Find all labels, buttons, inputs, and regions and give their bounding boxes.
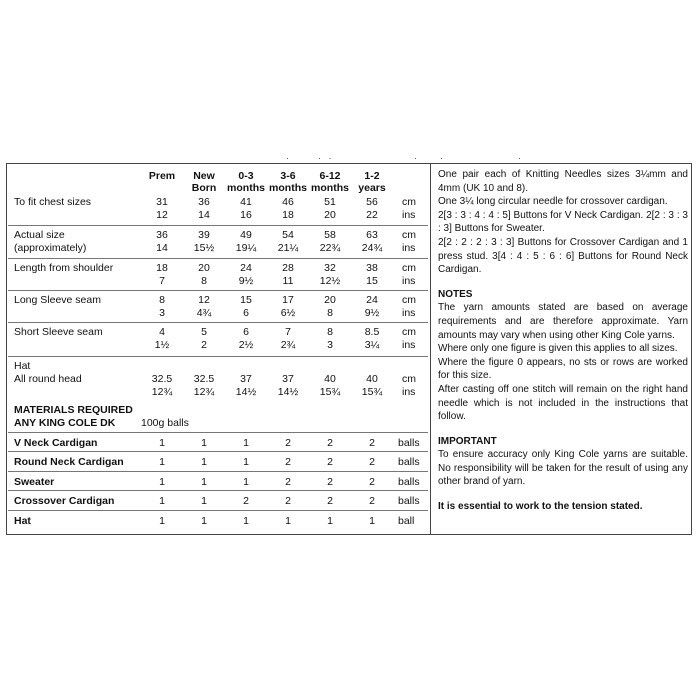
cm-value: 58 <box>324 229 336 241</box>
row-label-sub: All round head <box>14 373 82 385</box>
ins-value: 22¾ <box>319 242 341 254</box>
ball-count: 1 <box>201 495 207 507</box>
ball-count: 1 <box>243 437 249 449</box>
ins-value: 20 <box>324 209 336 221</box>
cm-value: 54 <box>282 229 294 241</box>
row-divider <box>8 490 428 491</box>
row-label: To fit chest sizes <box>14 196 92 208</box>
materials-heading: MATERIALS REQUIRED <box>14 404 133 416</box>
cm-value: 56 <box>366 196 378 208</box>
important-heading: IMPORTANT <box>438 435 497 447</box>
material-label: Crossover Cardigan <box>14 495 115 507</box>
yarn-weight: 100g balls <box>141 417 189 429</box>
row-label-sub: (approximately) <box>14 242 87 254</box>
ball-count: 2 <box>327 456 333 468</box>
ins-value: 3 <box>327 339 333 351</box>
cm-value: 24 <box>366 294 378 306</box>
ins-value: 21¼ <box>277 242 299 254</box>
ins-value: 3 <box>159 307 165 319</box>
ins-value: 22 <box>366 209 378 221</box>
size-header: New <box>193 170 215 182</box>
ball-unit: balls <box>398 495 420 507</box>
ins-value: 2¾ <box>280 339 296 351</box>
ball-count: 2 <box>327 476 333 488</box>
cm-value: 36 <box>156 229 168 241</box>
size-header: 6-12 <box>319 170 341 182</box>
material-label: Sweater <box>14 476 55 488</box>
circular-needle-text: One 3¼ long circular needle for crossover cardigan. <box>438 196 668 208</box>
ins-value: 8 <box>201 275 207 287</box>
ball-count: 2 <box>369 476 375 488</box>
ins-value: 11 <box>282 275 294 287</box>
tension-note: It is essential to work to the tension stated. <box>438 501 643 513</box>
cm-value: 37 <box>240 373 252 385</box>
cm-value: 46 <box>282 196 294 208</box>
ball-count: 2 <box>285 495 291 507</box>
row-divider <box>8 451 428 452</box>
ball-count: 1 <box>243 476 249 488</box>
ins-value: 12 <box>156 209 168 221</box>
unit-ins: ins <box>402 242 416 254</box>
stray-mark: · <box>518 153 521 163</box>
size-header-sub: years <box>358 182 386 194</box>
ball-count: 1 <box>369 515 375 527</box>
unit-cm: cm <box>402 262 416 274</box>
important-text: To ensure accuracy only King Cole yarns are suitable. No responsibility will be taken for the result of using any other brand of yarn. <box>438 449 688 488</box>
row-divider <box>8 225 428 226</box>
material-label: V Neck Cardigan <box>14 437 98 449</box>
cm-value: 63 <box>366 229 378 241</box>
ball-count: 2 <box>369 456 375 468</box>
row-divider <box>8 356 428 357</box>
ins-value: 12¾ <box>151 386 173 398</box>
ball-count: 1 <box>201 456 207 468</box>
unit-cm: cm <box>402 229 416 241</box>
cm-value: 28 <box>282 262 294 274</box>
ins-value: 24¾ <box>361 242 383 254</box>
ins-value: 15 <box>366 275 378 287</box>
cm-value: 17 <box>282 294 294 306</box>
row-divider <box>8 322 428 323</box>
cm-value: 51 <box>324 196 336 208</box>
ins-value: 15¾ <box>361 386 383 398</box>
cm-value: 8 <box>327 326 333 338</box>
ins-value: 12¾ <box>193 386 215 398</box>
unit-cm: cm <box>402 373 416 385</box>
cm-value: 8.5 <box>364 326 380 338</box>
ins-value: 4¾ <box>196 307 212 319</box>
ball-count: 1 <box>285 515 291 527</box>
column-divider <box>430 163 431 535</box>
ball-count: 2 <box>285 456 291 468</box>
cm-value: 40 <box>366 373 378 385</box>
ball-unit: balls <box>398 437 420 449</box>
size-header-sub: months <box>227 182 265 194</box>
ball-count: 1 <box>201 515 207 527</box>
needles-text: One pair each of Knitting Needles sizes 3¼mm and 4mm (UK 10 and 8). <box>438 169 688 194</box>
row-label: Actual size <box>14 229 65 241</box>
row-label: Long Sleeve seam <box>14 294 101 306</box>
cm-value: 20 <box>324 294 336 306</box>
cm-value: 20 <box>198 262 210 274</box>
ins-value: 14 <box>156 242 168 254</box>
size-header-sub: Born <box>191 182 217 194</box>
ins-value: 14 <box>198 209 210 221</box>
ball-count: 2 <box>285 476 291 488</box>
ins-value: 6½ <box>280 307 296 319</box>
ins-value: 15½ <box>193 242 215 254</box>
ball-unit: balls <box>398 456 420 468</box>
ball-count: 2 <box>369 495 375 507</box>
unit-ins: ins <box>402 339 416 351</box>
cm-value: 12 <box>198 294 210 306</box>
ins-value: 6 <box>243 307 249 319</box>
cm-value: 49 <box>240 229 252 241</box>
cm-value: 37 <box>282 373 294 385</box>
ins-value: 19¼ <box>235 242 257 254</box>
unit-ins: ins <box>402 307 416 319</box>
unit-ins: ins <box>402 209 416 221</box>
ins-value: 9½ <box>364 307 380 319</box>
size-header: 0-3 <box>238 170 254 182</box>
ball-count: 2 <box>243 495 249 507</box>
buttons-text-1: 2[3 : 3 : 4 : 4 : 5] Buttons for V Neck Cardigan. 2[2 : 3 : 3 : 3] Buttons for Sweater. <box>438 209 688 235</box>
cm-value: 41 <box>240 196 252 208</box>
cm-value: 18 <box>156 262 168 274</box>
notes-text-4: After casting off one stitch will remain on the right hand needle which is not included in the instructions that follow. <box>438 383 688 423</box>
cm-value: 39 <box>198 229 210 241</box>
cm-value: 15 <box>240 294 252 306</box>
ball-unit: ball <box>398 515 415 527</box>
ins-value: 3¼ <box>364 339 380 351</box>
unit-cm: cm <box>402 196 416 208</box>
ins-value: 7 <box>159 275 165 287</box>
cm-value: 31 <box>156 196 168 208</box>
ball-count: 1 <box>243 456 249 468</box>
ball-count: 2 <box>327 495 333 507</box>
row-label: Short Sleeve seam <box>14 326 103 338</box>
size-header: 3-6 <box>280 170 296 182</box>
material-label: Hat <box>14 515 31 527</box>
buttons-text-2: 2[2 : 2 : 2 : 3 : 3] Buttons for Crossover Cardigan and 1 press stud. 3[4 : 4 : 5 : 6 : 6] Buttons for Round Neck Cardigan. <box>438 236 688 276</box>
ball-count: 1 <box>159 456 165 468</box>
ins-value: 1½ <box>154 339 170 351</box>
ins-value: 18 <box>282 209 294 221</box>
unit-ins: ins <box>402 386 416 398</box>
size-header-sub: months <box>269 182 307 194</box>
ball-count: 1 <box>159 515 165 527</box>
yarn-heading: ANY KING COLE DK <box>14 417 116 429</box>
stray-mark: · <box>414 153 417 163</box>
unit-cm: cm <box>402 326 416 338</box>
size-header-sub: months <box>311 182 349 194</box>
ball-count: 2 <box>369 437 375 449</box>
right-column <box>438 168 688 514</box>
ball-count: 1 <box>159 495 165 507</box>
ins-value: 16 <box>240 209 252 221</box>
ball-count: 1 <box>159 437 165 449</box>
cm-value: 32.5 <box>151 373 173 385</box>
cm-value: 4 <box>159 326 165 338</box>
ins-value: 2 <box>201 339 207 351</box>
cm-value: 5 <box>201 326 207 338</box>
ball-count: 2 <box>327 437 333 449</box>
ins-value: 14½ <box>235 386 257 398</box>
unit-cm: cm <box>402 294 416 306</box>
row-divider <box>8 510 428 511</box>
cm-value: 38 <box>366 262 378 274</box>
ball-count: 1 <box>327 515 333 527</box>
cm-value: 36 <box>198 196 210 208</box>
ball-count: 2 <box>285 437 291 449</box>
cm-value: 6 <box>243 326 249 338</box>
ins-value: 8 <box>327 307 333 319</box>
cm-value: 32 <box>324 262 336 274</box>
ins-value: 9½ <box>238 275 254 287</box>
notes-text-1: The yarn amounts stated are based on average requirements and are therefore approximate. Yarn amounts may vary when using other King Cole yarns. <box>438 302 688 341</box>
row-divider <box>8 258 428 259</box>
row-label: Hat <box>14 360 31 372</box>
stray-mark: · <box>440 153 443 163</box>
cm-value: 32.5 <box>193 373 215 385</box>
row-label: Length from shoulder <box>14 262 114 274</box>
cm-value: 7 <box>285 326 291 338</box>
cm-value: 8 <box>159 294 165 306</box>
stray-mark: · <box>286 153 289 163</box>
stray-mark: · · <box>318 153 332 163</box>
row-divider <box>8 432 428 433</box>
ball-count: 1 <box>201 476 207 488</box>
ball-count: 1 <box>159 476 165 488</box>
ins-value: 15¾ <box>319 386 341 398</box>
cm-value: 24 <box>240 262 252 274</box>
row-divider <box>8 290 428 291</box>
ball-unit: balls <box>398 476 420 488</box>
size-header: 1-2 <box>364 170 380 182</box>
ball-count: 1 <box>201 437 207 449</box>
ins-value: 12½ <box>319 275 341 287</box>
unit-ins: ins <box>402 275 416 287</box>
notes-text-3: Where the figure 0 appears, no sts or rows are worked for this size. <box>438 356 688 382</box>
cm-value: 40 <box>324 373 336 385</box>
notes-heading: NOTES <box>438 288 473 300</box>
ins-value: 2½ <box>238 339 254 351</box>
size-header: Prem <box>148 170 176 182</box>
ins-value: 14½ <box>277 386 299 398</box>
notes-text-2: Where only one figure is given this applies to all sizes. <box>438 343 678 355</box>
material-label: Round Neck Cardigan <box>14 456 124 468</box>
ball-count: 1 <box>243 515 249 527</box>
row-divider <box>8 471 428 472</box>
